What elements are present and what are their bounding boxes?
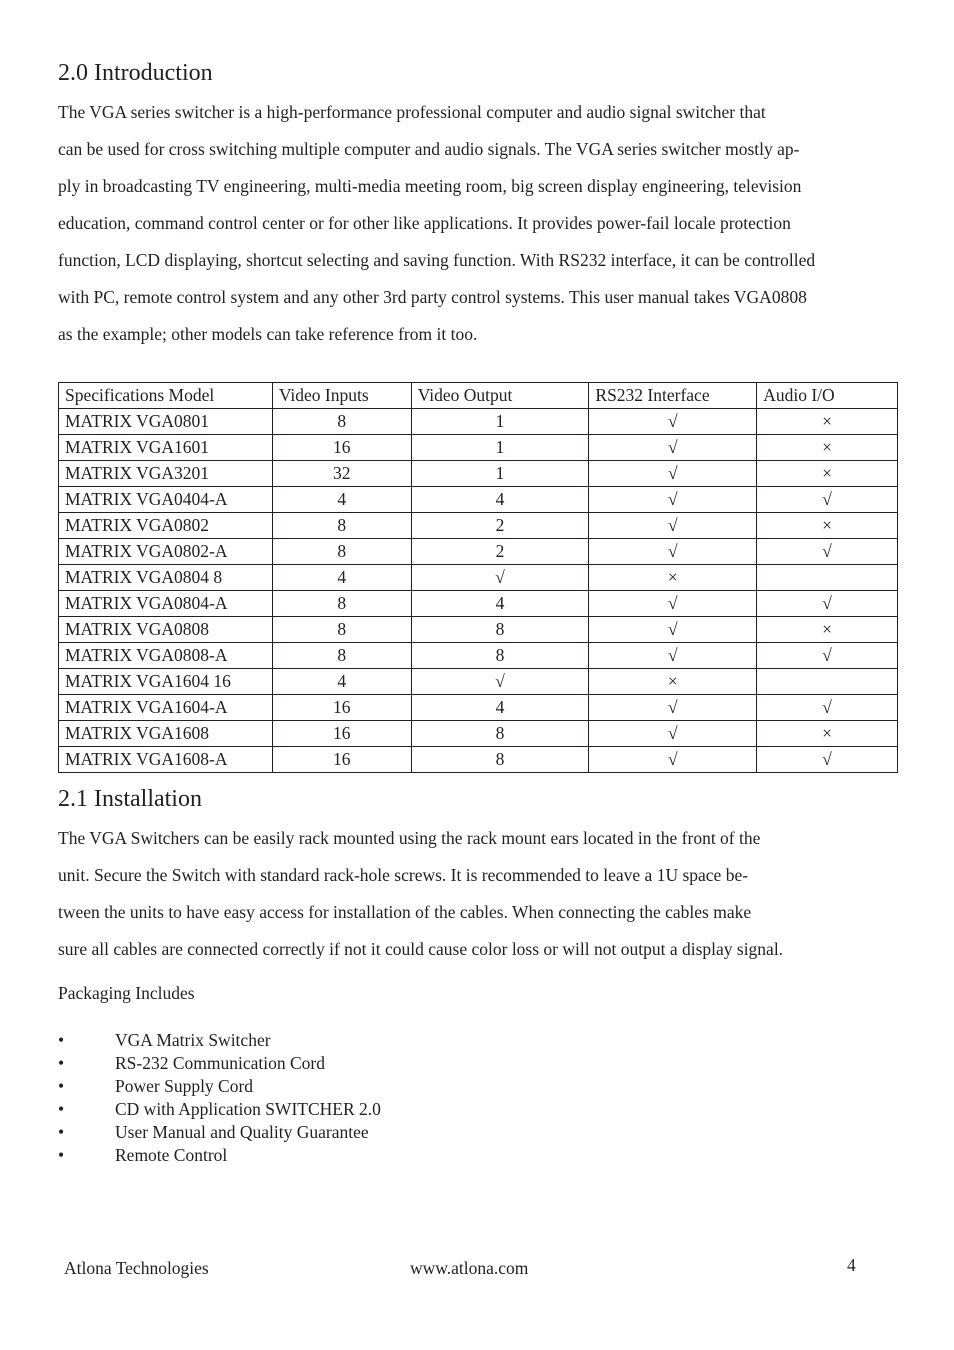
table-row: [59, 669, 898, 695]
table-cell: √: [757, 591, 898, 617]
table-cell: ×: [757, 513, 898, 539]
table-cell: 8: [272, 513, 411, 539]
packaging-title: Packaging Includes: [58, 983, 195, 1003]
table-cell: ×: [757, 435, 898, 461]
install-heading: 2.1 Installation: [58, 786, 202, 812]
table-cell: √: [589, 539, 757, 565]
column-header: Video Inputs: [272, 383, 411, 409]
table-cell: ×: [589, 669, 757, 695]
table-row: [59, 617, 898, 643]
list-item: [58, 1098, 558, 1121]
list-item-label: Power Supply Cord: [115, 1076, 254, 1096]
table-cell: √: [757, 747, 898, 773]
table-cell: ×: [757, 617, 898, 643]
table-cell: √: [589, 721, 757, 747]
table-cell: ×: [757, 409, 898, 435]
table-cell: √: [589, 643, 757, 669]
model-cell: MATRIX VGA0802-A: [59, 539, 273, 565]
table-row: [59, 695, 898, 721]
table-cell: 4: [411, 591, 589, 617]
list-item: [58, 1052, 558, 1075]
table-row: [59, 591, 898, 617]
bullet-icon: •: [58, 1145, 65, 1165]
intro-line: with PC, remote control system and any other 3rd party control systems. This user manual takes VGA0808: [58, 287, 807, 307]
table-row: [59, 565, 898, 591]
table-row: [59, 747, 898, 773]
table-cell: √: [411, 565, 589, 591]
table-cell: 8: [411, 617, 589, 643]
table-row: [59, 539, 898, 565]
model-cell: MATRIX VGA1604 16: [59, 669, 273, 695]
table-cell: 8: [272, 591, 411, 617]
table-cell: 8: [272, 409, 411, 435]
table-cell: 2: [411, 513, 589, 539]
table-cell: 8: [411, 721, 589, 747]
column-header: RS232 Interface: [589, 383, 757, 409]
model-cell: MATRIX VGA1608: [59, 721, 273, 747]
table-cell: √: [589, 487, 757, 513]
model-cell: MATRIX VGA0808-A: [59, 643, 273, 669]
list-item-label: CD with Application SWITCHER 2.0: [115, 1099, 381, 1119]
table-cell: √: [589, 617, 757, 643]
bullet-icon: •: [58, 1030, 65, 1050]
packaging-list: [58, 1029, 558, 1167]
list-item-label: Remote Control: [115, 1145, 228, 1165]
table-cell: √: [589, 435, 757, 461]
table-cell: √: [757, 539, 898, 565]
table-cell: 8: [272, 643, 411, 669]
model-cell: MATRIX VGA1604-A: [59, 695, 273, 721]
table-cell: 4: [411, 695, 589, 721]
model-cell: MATRIX VGA0404-A: [59, 487, 273, 513]
table-cell: √: [757, 643, 898, 669]
install-line: tween the units to have easy access for installation of the cables. When connecting the cables make: [58, 902, 752, 922]
table-row: [59, 487, 898, 513]
table-cell: 1: [411, 461, 589, 487]
table-row: [59, 435, 898, 461]
install-line: sure all cables are connected correctly if not it could cause color loss or will not output a display signal.: [58, 939, 784, 959]
table-cell: 16: [272, 721, 411, 747]
model-cell: MATRIX VGA0802: [59, 513, 273, 539]
intro-line: education, command control center or for other like applications. It provides power-fail locale protection: [58, 213, 791, 233]
table-cell: ×: [589, 565, 757, 591]
table-cell: 4: [272, 487, 411, 513]
intro-line: ply in broadcasting TV engineering, multi-media meeting room, big screen display engineering, television: [58, 176, 802, 196]
model-cell: MATRIX VGA0801: [59, 409, 273, 435]
table-cell: 16: [272, 435, 411, 461]
spec-table: [58, 382, 898, 773]
table-cell: 1: [411, 409, 589, 435]
table-row: [59, 409, 898, 435]
intro-line: The VGA series switcher is a high-performance professional computer and audio signal switcher that: [58, 102, 766, 122]
intro-heading: 2.0 Introduction: [58, 60, 213, 86]
list-item: [58, 1144, 558, 1167]
bullet-icon: •: [58, 1053, 65, 1073]
table-cell: √: [589, 409, 757, 435]
table-row: [59, 461, 898, 487]
table-cell: 16: [272, 695, 411, 721]
column-header: Specifications Model: [59, 383, 273, 409]
list-item-label: RS-232 Communication Cord: [115, 1053, 325, 1073]
bullet-icon: •: [58, 1076, 65, 1096]
table-cell: √: [589, 461, 757, 487]
table-cell: 4: [272, 565, 411, 591]
table-cell: [757, 565, 898, 591]
install-line: The VGA Switchers can be easily rack mounted using the rack mount ears located in the front of the: [58, 828, 761, 848]
table-cell: ×: [757, 461, 898, 487]
table-cell: √: [589, 591, 757, 617]
install-line: unit. Secure the Switch with standard rack-hole screws. It is recommended to leave a 1U space be-: [58, 865, 749, 885]
bullet-icon: •: [58, 1099, 65, 1119]
table-cell: 2: [411, 539, 589, 565]
table-cell: 8: [272, 617, 411, 643]
table-header-row: [59, 383, 898, 409]
intro-line: as the example; other models can take reference from it too.: [58, 324, 478, 344]
table-cell: 4: [411, 487, 589, 513]
model-cell: MATRIX VGA0804-A: [59, 591, 273, 617]
table-cell: 1: [411, 435, 589, 461]
install-paragraph: [58, 820, 898, 968]
intro-line: can be used for cross switching multiple computer and audio signals. The VGA series switcher mostly ap-: [58, 139, 800, 159]
table-cell: 4: [272, 669, 411, 695]
list-item: [58, 1121, 558, 1144]
table-cell: √: [589, 513, 757, 539]
table-cell: ×: [757, 721, 898, 747]
table-cell: 8: [272, 539, 411, 565]
footer-website[interactable]: www.atlona.com: [410, 1258, 529, 1278]
model-cell: MATRIX VGA3201: [59, 461, 273, 487]
list-item: [58, 1075, 558, 1098]
model-cell: MATRIX VGA1601: [59, 435, 273, 461]
model-cell: MATRIX VGA0804 8: [59, 565, 273, 591]
table-row: [59, 643, 898, 669]
table-cell: √: [757, 487, 898, 513]
page-number: 4: [847, 1255, 856, 1275]
table-row: [59, 721, 898, 747]
footer-company: Atlona Technologies: [64, 1258, 209, 1278]
list-item: [58, 1029, 558, 1052]
model-cell: MATRIX VGA1608-A: [59, 747, 273, 773]
table-cell: √: [589, 695, 757, 721]
column-header: Audio I/O: [757, 383, 898, 409]
table-cell: 8: [411, 643, 589, 669]
table-cell: [757, 669, 898, 695]
table-cell: √: [411, 669, 589, 695]
table-cell: 16: [272, 747, 411, 773]
table-cell: √: [757, 695, 898, 721]
list-item-label: User Manual and Quality Guarantee: [115, 1122, 369, 1142]
list-item-label: VGA Matrix Switcher: [115, 1030, 271, 1050]
table-cell: 8: [411, 747, 589, 773]
bullet-icon: •: [58, 1122, 65, 1142]
table-cell: 32: [272, 461, 411, 487]
table-cell: √: [589, 747, 757, 773]
column-header: Video Output: [411, 383, 589, 409]
intro-line: function, LCD displaying, shortcut selecting and saving function. With RS232 interface, it can be controlled: [58, 250, 816, 270]
table-row: [59, 513, 898, 539]
intro-paragraph: [58, 94, 898, 353]
model-cell: MATRIX VGA0808: [59, 617, 273, 643]
